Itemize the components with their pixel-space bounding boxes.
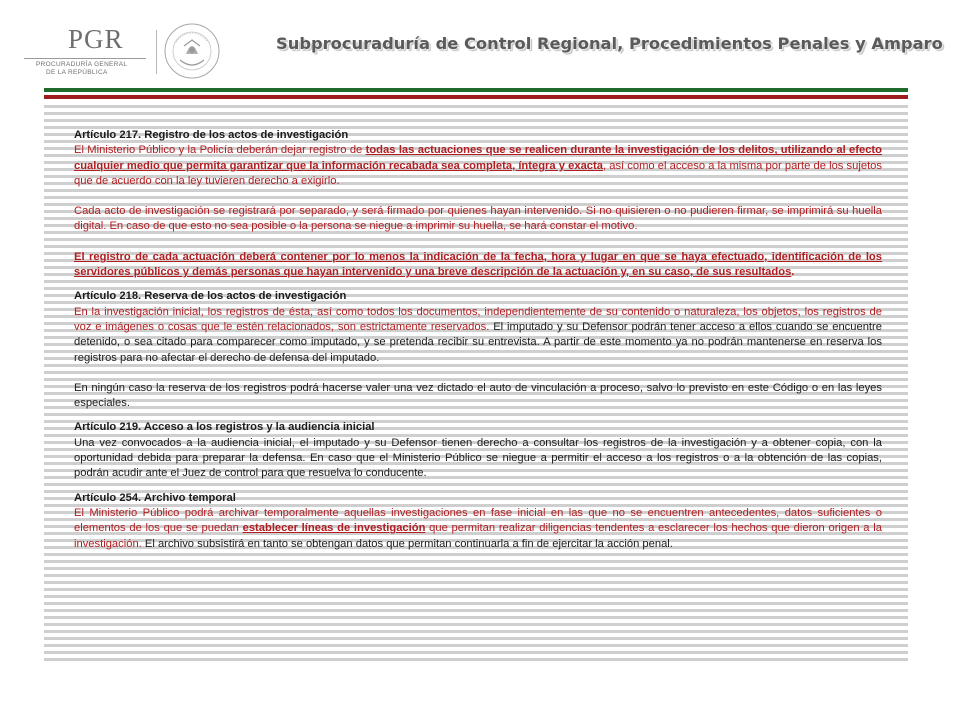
article-217-paragraph-2: Cada acto de investigación se registrará por separado, y será firmado por quienes hayan intervenido. Si no quisieren o no pudieren firmar, se imprimirá su huella digital. En caso de que esto no sea posible o la persona se niegue a imprimir su huella, se hará constar el motivo. [74, 205, 882, 233]
article-254-p1-text-c: que permitan realizar diligencias tendentes a esclarecer los hechos que dieron origen a la investigación. [74, 522, 882, 550]
document-body [74, 128, 882, 552]
article-218-heading: Artículo 218. Reserva de los actos de investigación [74, 290, 347, 303]
article-217-p1-text-a: El Ministerio Público y la Policía deberán dejar registro de [74, 144, 366, 157]
pgr-logo-subtitle-1: PROCURADURÍA GENERAL [36, 61, 128, 68]
article-218-p1-text-a: En la investigación inicial, los registros de ésta, así como todos los documentos, independientemente de su contenido o naturaleza, los objetos, los registros de voz e imágenes o cosas que le estén relacionados, son estrictamente reservados. [74, 305, 882, 333]
article-254-heading: Artículo 254. Archivo temporal [74, 491, 236, 504]
paragraph-spacer [74, 482, 882, 491]
logo-rule [24, 58, 146, 59]
page-title: Subprocuraduría de Control Regional, Procedimientos Penales y Amparo [276, 34, 943, 53]
article-254-p1-text-d: El archivo subsistirá en tanto se obtengan datos que permitan continuarla a fin de ejercitar la acción penal. [141, 537, 673, 550]
article-217-heading: Artículo 217. Registro de los actos de investigación [74, 129, 349, 141]
article-217-paragraph-3 [74, 250, 882, 281]
article-217-paragraph-1 [74, 143, 882, 189]
paragraph-spacer [74, 366, 882, 381]
paragraph-spacer [74, 189, 882, 204]
paragraph-spacer [74, 280, 882, 289]
article-254-p1-text-a: El Ministerio Público podrá archivar temporalmente aquellas investigaciones en fase inicial en las que no se encuentren antecedentes, datos suficientes o elementos de los que se puedan [74, 506, 882, 535]
article-217-p3-emphasis: El registro de cada actuación deberá contener por lo menos la indicación de la fecha, hora y lugar en que se haya efectuado, identificación de los servidores públicos y demás personas que hayan intervenido y una breve descripción de la actuación y, en su caso, de sus resultados [74, 250, 882, 279]
pgr-logo-text: PGR [68, 24, 124, 54]
article-218-paragraph-2: En ningún caso la reserva de los registros podrá hacerse valer una vez dictado el auto de vinculación a proceso, salvo lo previsto en este Código o en las leyes especiales. [74, 381, 882, 410]
national-seal-icon [162, 20, 222, 82]
article-217-p1-emphasis: todas las actuaciones que se realicen durante la investigación de los delitos, utilizando al efecto cualquier medio que permita garantizar que la información recabada sea completa, íntegra y exacta [74, 144, 882, 172]
article-218-p1-text-b: El imputado y su Defensor podrán tener acceso a ellos cuando se encuentre detenido, o sea citado para comparecer como imputado, y se pretenda recibir su entrevista. A partir de este momento ya no podrán mantenerse en reserva los registros para no afectar el derecho de defensa del imputado. [74, 320, 882, 364]
article-219-paragraph-1: Una vez convocados a la audiencia inicial, el imputado y su Defensor tienen derecho a consultar los registros de la investigación y a obtener copia, con la oportunidad debida para preparar la defensa. En caso que el Ministerio Público se niegue a permitir el acceso a los registros o a la obtención de las copias, podrán acudir ante el Juez de control para que resuelva lo conducente. [74, 436, 882, 480]
article-219-heading: Artículo 219. Acceso a los registros y la audiencia inicial [74, 421, 375, 434]
tricolor-band-red [44, 95, 908, 99]
article-218-paragraph-1 [74, 305, 882, 366]
paragraph-spacer [74, 411, 882, 420]
pgr-logo-subtitle-2: DE LA REPÚBLICA [46, 69, 108, 76]
paragraph-spacer [74, 235, 882, 250]
logo-divider [156, 30, 157, 74]
article-217-p3-end: . [791, 266, 795, 279]
pgr-logo [24, 24, 152, 76]
article-217-p1-text-c: , así como el acceso a la misma por parte de los sujetos que de acuerdo con la ley tuvieren derecho a exigirlo. [74, 159, 882, 187]
article-254-paragraph-1 [74, 506, 882, 552]
article-254-p1-emphasis: establecer líneas de investigación [242, 522, 426, 535]
page-header [0, 0, 960, 88]
